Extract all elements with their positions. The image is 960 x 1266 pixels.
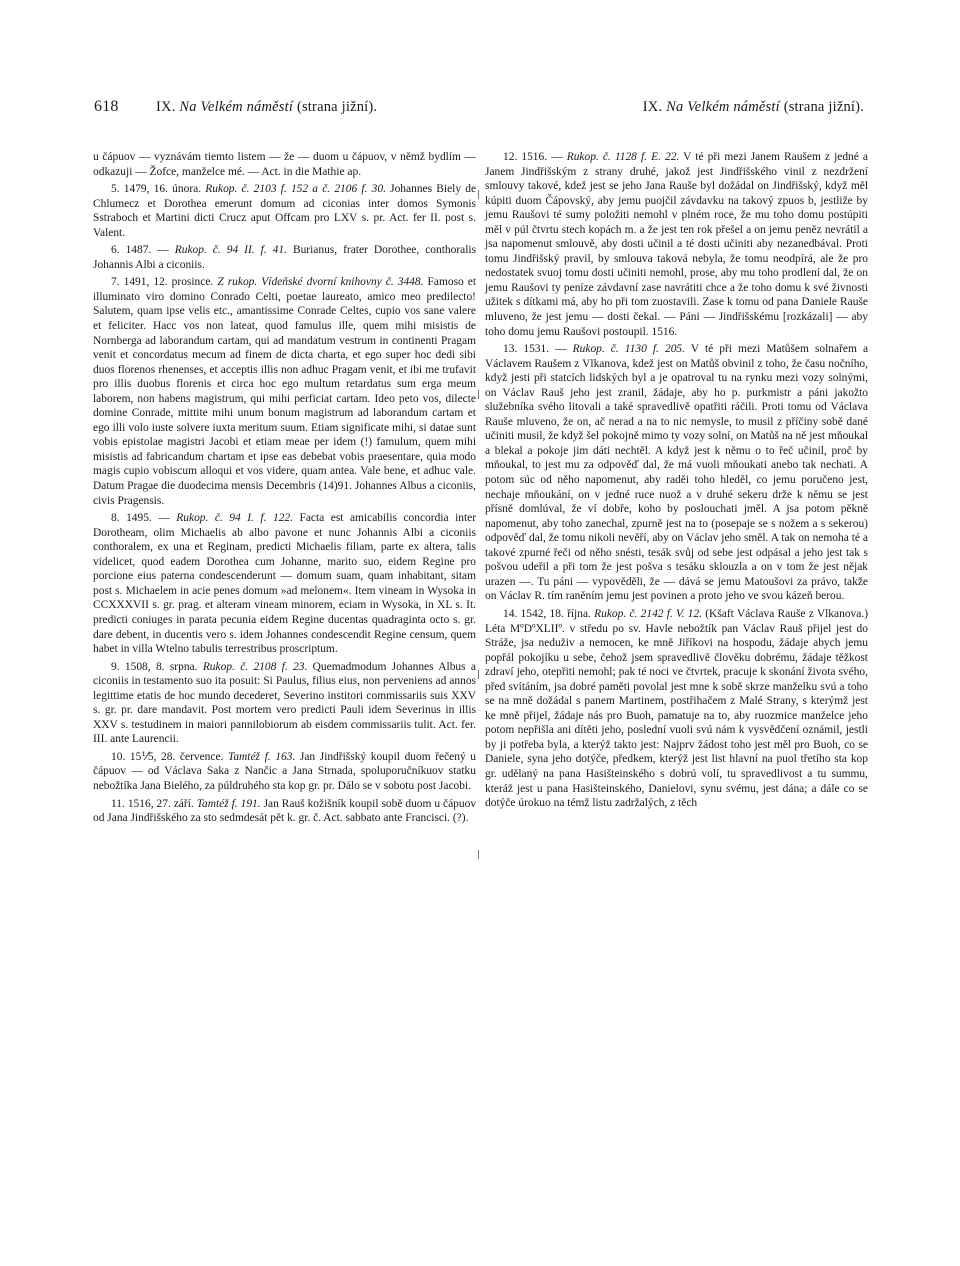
margin-mark [478,190,479,199]
right-title-num: IX. [642,99,663,115]
entry-9 [93,660,476,747]
entry-source: Rukop. č. 2108 f. 23. [202,660,308,673]
running-header [94,98,864,120]
entry-text: Jan Jindřišský koupil duom řečený u čápuov — od Václava Saka z Nančic a Jana Strnada, spoluporučníkuov statku nebožtíka Jana Bielého, za púldruhého sta kop gr. pr. Dálo se v sobotu post Jacobi. [93,750,477,792]
margin-mark [478,390,479,399]
entry-10 [93,750,476,794]
entry-date: 11. 1516, 27. září. [111,797,194,810]
entry-text: V té při mezi Janem Raušem z jedné a Janem Jindřišským z strany druhé, jakož jest Jindřišského vinil z nezdržení smlouvy takové, kdež jest se jeho Jana Rauše byl dožádal on Jindřišský, když měl kúpiti duom Čápovský, aby jemu puojčil závdavku na takový zpuos b, jestliže by jemu Raušovi té sumy položiti nemohl v plném roce, že mu toho domu postúpiti měl v púl čtvrtu stech kopách m. a že jest ten rok přešel a on jemu peněz nevrátil a jsa napomenut smlouvě, aby dosti učinil a té dosti učiniti aby nezanedbával. Proti tomu Jindřišský pravil, by smlouva taková nebyla, že tomu neodpírá, ale že pro nedostatek svuoj tomu dosti učiniti nemohl, prose, aby mu toho prodlení dal, že on jemu Raušovi ty peníze závdavní zase navrátiti chce a že toho domu k své živnosti užitek s dítkami má, aby ho při tom zuostavili. Zase k tomu od pana Daniele Rauše mluveno, že jest jemu — dosti čekal. — Páni — Jindřišskému [rozkázali] — aby toho domu jemu Raušovi postoupil. 1516. [485,151,868,338]
entry-source: Rukop. č. 2142 f. V. 12. [594,607,702,620]
entry-text: Burianus, frater Dorothee, conthoralis Johannis Albi a ciconiis. [93,244,477,271]
entry-date: 12. 1516. — [503,151,563,163]
entry-source: Rukop. č. 94 II. f. 41. [174,244,287,257]
entry-date: 8. 1495. — [111,512,170,525]
entry-date: 5. 1479, 16. února. [111,183,202,196]
entry-source: Rukop. č. 94 I. f. 122. [176,512,293,525]
page-number: 618 [94,98,119,115]
left-title-italic: Na Velkém náměstí [179,99,294,115]
right-running-title [643,99,864,116]
right-title-tail: (strana jižní). [783,99,864,115]
left-column [93,150,476,829]
entry-12 [485,150,868,339]
entry-source: Tamtéž f. 163. [228,750,296,763]
left-title-num: IX. [156,99,176,115]
entry-text: Quemadmodum Johannes Albus a ciconiis in testamento suo ita posuit: Si Paulus, filius eius, non perveniens ad annos legittime etatis de hoc mundo decederet, Severino institori commissariis suis XXV s. gr. pr. dare mandavit. Post mortem vero predicti Pauli idem Severinus in illis XXV s. testudinem in maiori pannilobiorum ab eisdem commissariis tulit. Act. fer. III. ante Laurencii. [93,660,476,746]
entry-text: (Kšaft Václava Rauše z Vlkanova.) Léta MºDºXLIIº. v středu po sv. Havle nebožtík pan Václav Rauš přijel jest do Stráže, jsa neduživ a nemocen, ke mně Jiříkovi na hospodu, žádaje abych jemu popřál pokojíku u sebe, čehož jsem spravedlivě člověku dobrému, žádaje těžkost zdraví jeho, otepřiti nemohl; pak té noci ve čtvrtek, pracuje k skonání života svého, před svítáním, jsa dobré paměti povolal jest mne k sobě skrze manželku svú a toho se na mně dožádal s panem Martinem, postřihačem z Malé Strany, s kterýmž jest ke mně přijel, žádaje nás pro Buoh, pamatuje na to, aby ruozmice manželce jeho potom nepřišla ani dítěti jeho, poslední vuoli svú nám k vysvědčení oznámil, jestli by ji potřeba byla, a kterýž takto jest: Najprv žádost toho jest měl pro Buoh, co se Daniele, syna jeho dotýče, předkem, kterýž jest list hlavní na puol třetího sta kop gr. udělaný na pana Hasišteinského s dobrú volí, tu spravedlivost a tu summu, kteráž jest u pana Hasišteinského, Danielovi, synu svému, jest dána; a dále co se dotýče úrokuo na témž listu zadržalých, z těch [485,607,868,810]
entry-text: V té při mezi Matůšem solnařem a Václavem Raušem z Vlkanova, kdež jest on Matůš obvinil z toho, že času nočního, když jesti při statcích lidských byl a je opatroval tu na rynku mezi vozy solnými, on Václav Rauš jeho jest zranil, žádaje, aby ho p. purkmistr a páni jakožto služebníka svého litovali a také spravedlivě opatřiti ráčili. Proti tomu od Václava Rauše mluveno, že on, ač nerad a na to nic nemysle, to musil z příčiny sobě dané učiniti musil, že když šel pokojně mimo ty vozy solní, on Matůš na ně jest mňoukal a blekal a pokoje jim dáti nechtěl. A když jest k němu o to řeč učinil, proč by mňoukal, to jest mu za odpověď dal, že má vuoli mňoukati anebo tak nechati. A potom súc od něho napomenut, aby raděi toho hleděl, co jemu poručeno jest, nechaje mňoukání, on v jedné ruce nuož a v druhé sekeru drže k němu se jest přísně domlúval, že ví dobře, koho by poslouchati jměl. A jsa potom pěkně napomenut, aby toho zanechal, zpurně jest na to (posepaje se s nožem a s sekerou) odpověď dal, že tomu nikoli nevěří, aby on Václav jeho směl. A tak on nemoha té a takové zpurné řeči od něho snésti, tesák svůj od sebe jest odpásal a jeho jest tak s pošvou udeřil a při tom že jest pošva s tesáku sklouzla a on v tom že jest nějak urazen —. Tu páni — vypověděli, že — dává se jemu Matoušovi za právo, takže on Václav R. tím raněním jemu jest povinen a proto jeho ve svou kázeň berou. [485,343,869,603]
margin-mark [478,850,479,859]
entry-source: Rukop. č. 2103 f. 152 a č. 2106 f. 30. [205,183,386,196]
entry-source: Rukop. č. 1130 f. 205. [572,343,685,356]
entry-date: 13. 1531. — [503,343,567,356]
entry-text: Johannes Biely de Chlumecz et Dorothea emerunt domum ad ciconias inter domos Symonis Sstraboch et Martini dicti Crucz aput Offcam pro LXV s. pr. Act. fer II. post s. Valent. [93,183,477,239]
entry-8 [93,511,476,656]
entry-source: Rukop. č. 1128 f. E. 22. [566,151,680,163]
entry-date: 9. 1508, 8. srpna. [111,660,198,673]
right-column [485,150,868,814]
entry-date: 7. 1491, 12. prosince. [111,276,214,289]
right-title-italic: Na Velkém náměstí [666,99,780,115]
entry-text: Jan Rauš kožišník koupil sobě duom u čápuov od Jana Jindřišského za sto sedmdesát pět k. gr. č. Act. sabbato ante Francisci. (?). [93,797,477,825]
entry-11 [93,797,476,826]
entry-5 [93,182,476,240]
entry-continuation: u čápuov — vyznávám tiemto listem — že — duom u čápuov, v němž bydlím — odkazuji — Žofce, manželce mé. — Act. in die Mathie ap. [93,151,476,178]
margin-marks [478,150,480,1150]
entry-source: Z rukop. Vídeňské dvorní knihovny č. 3448. [217,276,424,289]
entry-7 [93,275,476,508]
entry-6 [93,243,476,272]
entry-text: Facta est amicabilis concordia inter Dorotheam, olim Michaelis ab albo pavone et nunc Johannis Albi a ciconiis conthoralem, ex una et Reginam, predicti Michaelis filiam, parte ex altera, talis videlicet, quod eadem Dorothea cum Johanne, marito suo, eidem Regine pro porcione eius paterna condescenderunt — domum suam, quam inhabitant, sitam post s. Michaelem in acie penes domum »ad melonem«. Item vineam in Wysoka in CCXXXVII s. gr. prag. et alteram vineam minorem, eciam in Wysoka, in XL s. It. predicti coniuges in parata pecunia eidem Regine ducentas quadraginta octo s. gr. dare debent, in ducentis vero s. idem Johannes condescendit Regine censum, quem habet in villa Wtelno tabulis terrestribus proscriptum. [93,512,477,656]
entry-date: 6. 1487. — [111,244,169,257]
entry-13 [485,342,868,604]
entry-date: 10. 15⅟5, 28. července. [111,750,224,763]
entry-date: 14. 1542, 18. října. [503,607,591,620]
left-running-title [156,99,377,116]
left-title-tail: (strana jižní). [296,99,378,115]
margin-mark [478,670,479,679]
entry-source: Tamtéž f. 191. [196,797,261,810]
entry-text: Famoso et illuminato viro domino Conrado Celti, poetae laureato, amico meo predilecto! Salutem, quam ipse velis etc., amantissime Conrade Celtes, cupio vos sane valere et feliciter. Hacc vos non lateat, quod famulus ille, quem mihi misistis de Nornberga ad laborandum cartam, qui ad mandatum vestrum in continenti Pragam venit et concordatus mecum ad finem de dicta charta, et ego super hoc dedi sibi duos florenos rhenenses, et acceptis illis non adhuc Pragam venit, et ibi me trufavit pro illis duobus florenis et circa hoc ego multum retardatus sum erga meum laborem, non habens magistrum, qui mihi perficiat cartam. Ideo peto vos, dilecte domine Conrade, mittite mihi unum bonum magistrum ad laborandum cartam et ego illi volo iuste solvere iuxta meritum suum. Etiam significate mihi, si datae sunt vobis epistolae magistri Jacobi et etiam meae per idem (!) famulum, quem mihi misistis ad fabricandum chartam et ipse eas debebat vobis praesentare, quia modo magis cupio vobiscum alloqui et vos videre, quam antea. Vale bene, et adhuc vale. Datum Pragae die duodecima mensis Decembris (14)91. Johannes Albus a ciconiis, civis Pragensis. [93,276,477,507]
entry-14 [485,607,868,811]
